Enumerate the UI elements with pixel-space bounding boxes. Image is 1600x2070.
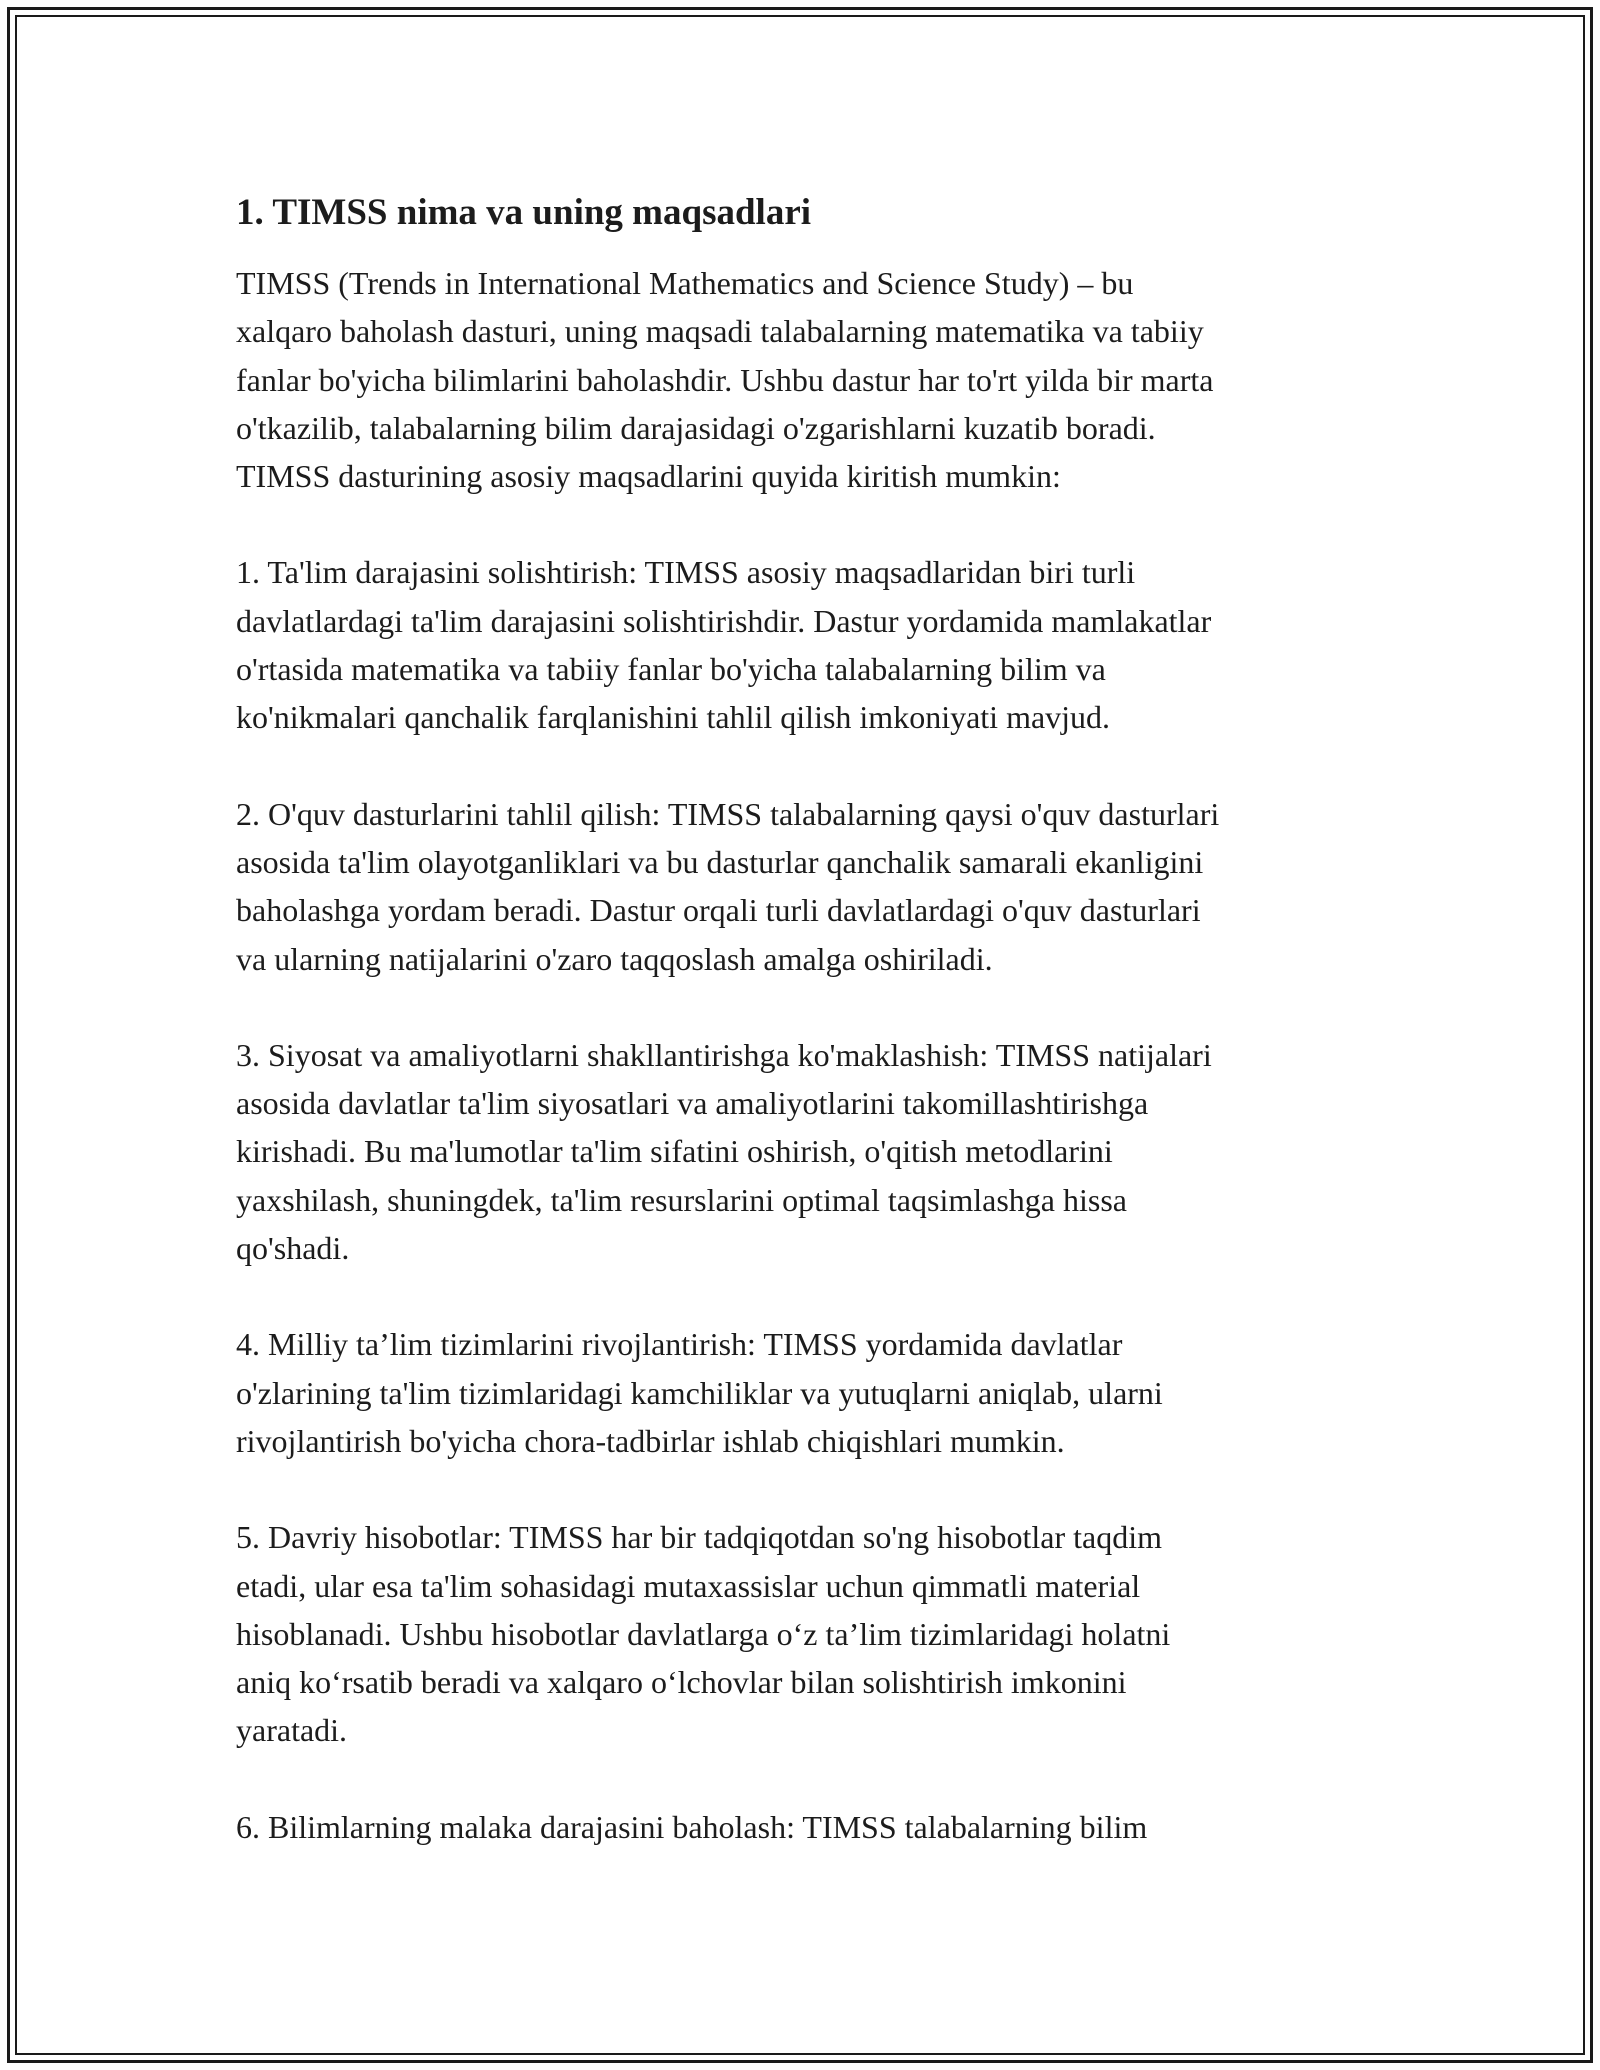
text-line: baholashga yordam beradi. Dastur orqali turli davlatlardagi o'quv dasturlari [236,892,1201,929]
text-line: 6. Bilimlarning malaka darajasini baholash: TIMSS talabalarning bilim [236,1808,1148,1845]
text-line: 1. Ta'lim darajasini solishtirish: TIMSS asosiy maqsadlaridan biri turli [236,554,1136,591]
text-line: aniq ko‘rsatib beradi va xalqaro o‘lchovlar bilan solishtirish imkonini [236,1664,1127,1701]
text-line: qo'shadi. [236,1230,350,1267]
text-line: asosida davlatlar ta'lim siyosatlari va amaliyotlarini takomillashtirishga [236,1085,1149,1122]
text-line: 5. Davriy hisobotlar: TIMSS har bir tadqiqotdan so'ng hisobotlar taqdim [236,1519,1162,1556]
text-line: ko'nikmalari qanchalik farqlanishini tahlil qilish imkoniyati mavjud. [236,699,1111,736]
paragraph-item-1 [236,548,1376,741]
text-line: o'rtasida matematika va tabiiy fanlar bo'yicha talabalarning bilim va [236,651,1106,688]
paragraph-intro [236,259,1376,500]
text-line: davlatlardagi ta'lim darajasini solishtirishdir. Dastur yordamida mamlakatlar [236,602,1212,639]
paragraph-item-5 [236,1513,1376,1754]
text-line: o'tkazilib, talabalarning bilim darajasidagi o'zgarishlarni kuzatib boradi. [236,409,1156,446]
text-line: TIMSS dasturining asosiy maqsadlarini quyida kiritish mumkin: [236,458,1061,495]
text-line: yaxshilash, shuningdek, ta'lim resurslarini optimal taqsimlashga hissa [236,1181,1127,1218]
text-line: 4. Milliy ta’lim tizimlarini rivojlantirish: TIMSS yordamida davlatlar [236,1326,1123,1363]
text-line: asosida ta'lim olayotganliklari va bu dasturlar qanchalik samarali ekanligini [236,843,1204,880]
document-page [236,187,1376,1899]
text-line: 2. O'quv dasturlarini tahlil qilish: TIMSS talabalarning qaysi o'quv dasturlari [236,795,1220,832]
paragraph-item-6 [236,1803,1376,1851]
text-line: yaratadi. [236,1712,348,1749]
paragraph-item-4 [236,1320,1376,1465]
text-line: xalqaro baholash dasturi, uning maqsadi talabalarning matematika va tabiiy [236,313,1204,350]
text-line: kirishadi. Bu ma'lumotlar ta'lim sifatini oshirish, o'qitish metodlarini [236,1133,1113,1170]
text-line: rivojlantirish bo'yicha chora-tadbirlar ishlab chiqishlari mumkin. [236,1422,1065,1459]
text-line: TIMSS (Trends in International Mathematics and Science Study) – bu [236,265,1134,301]
text-line: va ularning natijalarini o'zaro taqqoslash amalga oshiriladi. [236,940,993,977]
paragraph-item-2 [236,790,1376,983]
text-line: hisoblanadi. Ushbu hisobotlar davlatlarga o‘z ta’lim tizimlaridagi holatni [236,1615,1171,1652]
paragraph-item-3 [236,1031,1376,1272]
text-line: o'zlarining ta'lim tizimlaridagi kamchiliklar va yutuqlarni aniqlab, ularni [236,1374,1163,1411]
text-line: fanlar bo'yicha bilimlarini baholashdir. Ushbu dastur har to'rt yilda bir marta [236,361,1214,398]
text-line: etadi, ular esa ta'lim sohasidagi mutaxassislar uchun qimmatli material [236,1567,1141,1604]
section-heading: 1. TIMSS nima va uning maqsadlari [236,192,812,233]
text-line: 3. Siyosat va amaliyotlarni shakllantirishga ko'maklashish: TIMSS natijalari [236,1036,1212,1073]
